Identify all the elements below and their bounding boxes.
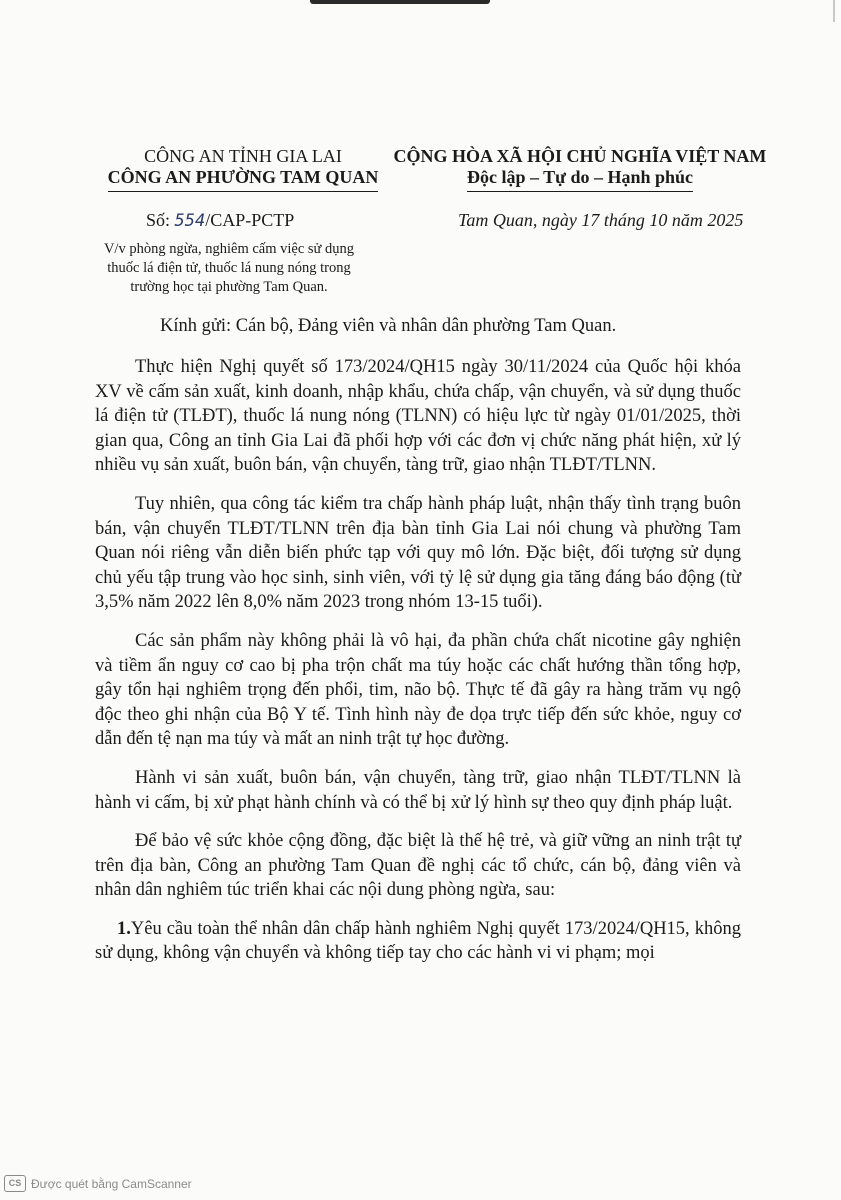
body-paragraph: Để bảo vệ sức khỏe cộng đồng, đặc biệt là thế hệ trẻ, và giữ vững an ninh trật tự trên địa bàn, Công an phường Tam Quan đề nghị các tổ chức, cán bộ, đảng viên và nhân dân nghiêm túc triển khai các nội dung phòng ngừa, sau: [95,831,741,901]
issuing-agency-block [102,146,384,192]
document-number [146,209,294,232]
body-paragraph: Thực hiện Nghị quyết số 173/2024/QH15 ngày 30/11/2024 của Quốc hội khóa XV về cấm sản xuất, kinh doanh, nhập khẩu, chứa chấp, vận chuyển, và sử dụng thuốc lá điện tử (TLĐT), thuốc lá nung nóng (TLNN) có hiệu lực từ ngày 01/01/2025, thời gian qua, Công an tỉnh Gia Lai đã phối hợp với các đơn vị chức năng phát hiện, xử lý nhiều vụ sản xuất, buôn bán, vận chuyển, tàng trữ, giao nhận TLĐT/TLNN. [95,357,741,476]
place-date: Tam Quan, ngày 17 tháng 10 năm 2025 [458,210,744,230]
scan-corner-mark [807,0,835,22]
subject-line: thuốc lá điện tử, thuốc lá nung nóng trong [107,260,351,276]
body-paragraph: Tuy nhiên, qua công tác kiểm tra chấp hành pháp luật, nhận thấy tình trạng buôn bán, vận chuyển TLĐT/TLNN trên địa bàn tỉnh Gia Lai nói chung và phường Tam Quan nói riêng vẫn diễn biến phức tạp với quy mô lớn. Đặc biệt, đối tượng sử dụng chủ yếu tập trung vào học sinh, sinh viên, với tỷ lệ sử dụng gia tăng đáng báo động (từ 3,5% năm 2022 lên 8,0% năm 2023 trong nhóm 13-15 tuổi). [95,493,741,613]
subject-line: V/v phòng ngừa, nghiêm cấm việc sử dụng [103,241,355,257]
national-motto: Độc lập – Tự do – Hạnh phúc [467,167,693,192]
handwritten-number: 554 [174,211,206,231]
number-suffix: /CAP-PCTP [205,210,295,230]
numbered-item [95,917,741,966]
body-paragraph: Hành vi sản xuất, buôn bán, vận chuyển, tàng trữ, giao nhận TLĐT/TLNN là hành vi cấm, bị xử phạt hành chính và có thể bị xử lý hình sự theo quy định pháp luật. [95,767,741,813]
scanner-text: Được quét bằng CamScanner [31,1176,192,1191]
scanner-watermark [4,1175,192,1192]
subject-line: trường học tại phường Tam Quan. [130,279,328,295]
recipient-line: Kính gửi: Cán bộ, Đảng viên và nhân dân phường Tam Quan. [160,316,617,336]
item-number: 1. [117,918,131,939]
camscanner-logo-icon: CS [4,1175,26,1192]
scan-top-edge [310,0,490,4]
item-text: Yêu cầu toàn thể nhân dân chấp hành nghiêm Nghị quyết 173/2024/QH15, không sử dụng, không vận chuyển và không tiếp tay cho các hành vi vi phạm; mọi [95,918,741,964]
agency-name: CÔNG AN PHƯỜNG TAM QUAN [108,167,379,192]
document-body [95,355,741,980]
body-paragraph: Các sản phẩm này không phải là vô hại, đa phần chứa chất nicotine gây nghiện và tiềm ẩn nguy cơ cao bị pha trộn chất ma túy hoặc các chất hướng thần tổng hợp, gây tổn hại nghiêm trọng đến phổi, tim, não bộ. Thực tế đã gây ra hàng trăm vụ ngộ độc theo ghi nhận của Bộ Y tế. Tình hình này đe dọa trực tiếp đến sức khỏe, nguy cơ dẫn đến tệ nạn ma túy và mất an ninh trật tự học đường. [95,630,741,750]
agency-parent: CÔNG AN TỈNH GIA LAI [144,146,342,166]
number-prefix: Số: [146,210,175,230]
subject-summary [89,240,369,297]
republic-title: CỘNG HÒA XÃ HỘI CHỦ NGHĨA VIỆT NAM [393,146,767,166]
national-title-block [388,146,772,192]
